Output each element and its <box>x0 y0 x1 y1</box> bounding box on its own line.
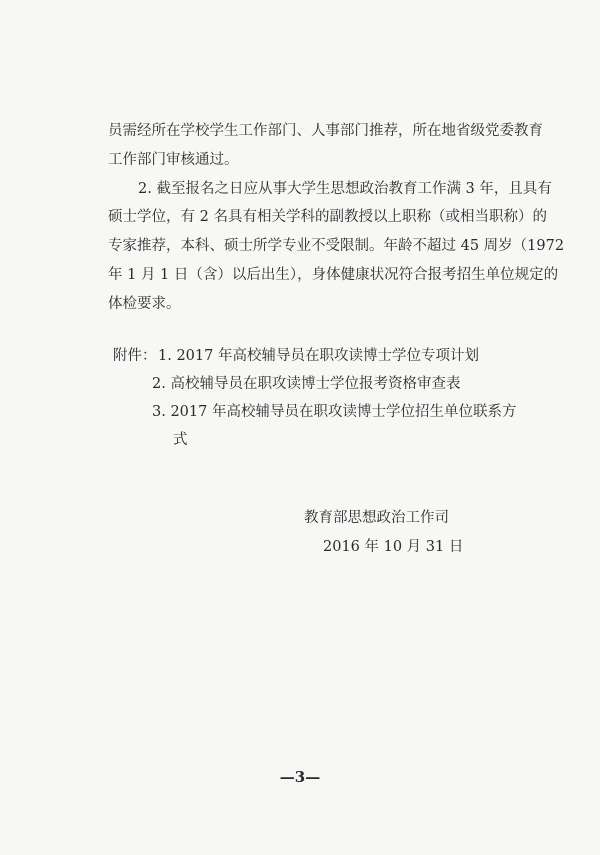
body-line: 硕士学位，有 2 名具有相关学科的副教授以上职称（或相当职称）的 <box>108 209 547 225</box>
body-line: 体检要求。 <box>108 296 181 312</box>
body-line: 专家推荐，本科、硕士所学专业不受限制。年龄不超过 45 周岁（1972 <box>108 238 565 254</box>
signature-date: 2016 年 10 月 31 日 <box>323 539 464 555</box>
body-line: 年 1 月 1 日（含）以后出生），身体健康状况符合报考招生单位规定的 <box>108 267 559 283</box>
attachments-label: 附件： <box>113 348 157 364</box>
attachment-item: 3. 2017 年高校辅导员在职攻读博士学位招生单位联系方 <box>152 404 517 420</box>
page-number: —3— <box>279 768 321 786</box>
body-line: 员需经所在学校学生工作部门、人事部门推荐，所在地省级党委教育 <box>108 123 543 139</box>
attachment-item: 1. 2017 年高校辅导员在职攻读博士学位专项计划 <box>158 348 479 364</box>
attachment-item: 2. 高校辅导员在职攻读博士学位报考资格审查表 <box>152 376 461 392</box>
body-line: 工作部门审核通过。 <box>108 152 239 168</box>
signature-org: 教育部思想政治工作司 <box>304 510 449 526</box>
attachment-item: 式 <box>173 432 188 448</box>
body-line: 2. 截至报名之日应从事大学生思想政治教育工作满 3 年，且具有 <box>138 181 552 197</box>
